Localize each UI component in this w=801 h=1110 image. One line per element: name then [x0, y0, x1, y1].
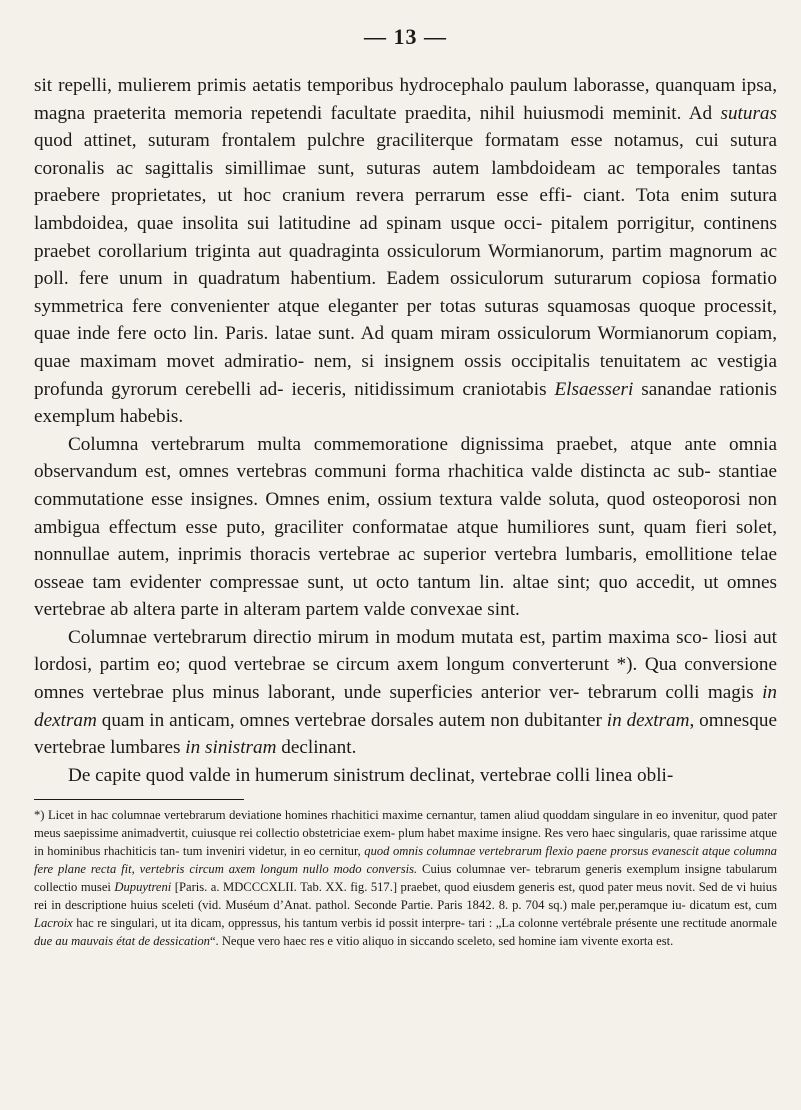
text-run: [Paris. a. MDCCCXLII. Tab. XX. fig. 517.] praebet, quod eiusdem generis est, quod pater meus novit. Sed de vi huius rei in descriptione huius sceleti (vid. Muséum d’Anat. pathol. Seconde Partie. Paris 1842. 8. p. 704 sq.) male per,peramque iu- dicatum est, cum	[34, 880, 777, 913]
italic-text: in dextram	[34, 682, 777, 731]
italic-text: Elsaesseri	[554, 378, 634, 400]
paragraph	[34, 624, 777, 762]
italic-text: suturas	[720, 102, 777, 124]
italic-text: in sinistram	[185, 737, 277, 759]
italic-text: in dextram	[606, 709, 690, 731]
italic-text: due au mauvais état de dessication	[34, 934, 210, 949]
page-number-header: — 13 —	[364, 24, 447, 49]
paragraph	[34, 762, 777, 790]
paragraph	[34, 431, 777, 624]
text-run: quod attinet, suturam frontalem pulchre graciliterque formatam esse notamus, cui sutura coronalis ac sagittalis simillimae sunt, suturas autem lambdoideam ac temporales tantas praebere proprietates, ut hoc cranium revera perrarum esse effi- ciant. Tota enim sutura lambdoidea, quae insolita sui latitudine ad spinam usque occi- pitalem porrigitur, continens praebet corollarium triginta aut quadraginta ossiculorum Wormianorum, partim magnorum ac poll. fere unum in quadratum habentium. Eadem ossiculorum suturarum copiosa formatio symmetrica fere convenienter atque eleganter per totas suturas squamosas quoque processit, quae inde fere octo lin. Paris. latae sunt. Ad quam miram ossiculorum Wormianorum copiam, quae maximam movet admiratio- nem, si insignem ossis occipitalis tenuitatem ac vestigia profunda gyrorum cerebelli ad- ieceris, nitidissimum craniotabis	[34, 130, 777, 400]
text-run: “. Neque vero haec res e vitio aliquo in siccando sceleto, sed homine iam vivente exorta est.	[209, 934, 674, 949]
text-run: Columnae vertebrarum directio mirum in modum mutata est, partim maxima sco- liosi aut lordosi, partim eo; quod vertebrae se circum axem longum converterunt *). Qua conversione omnes vertebrae plus minus laborant, unde superficies anterior ver- tebrarum colli magis	[34, 626, 777, 704]
text-run: , omnesque vertebrae lumbares	[34, 709, 777, 759]
italic-text: Lacroix	[34, 916, 73, 931]
text-run: hac re singulari, ut ita dicam, oppressus, his tantum verbis id possit interpre- tari : „La colonne vertébrale présente une rectitude anormale	[72, 916, 777, 931]
text-run: Columna vertebrarum multa commemoratione dignissima praebet, atque ante omnia observandum est, omnes vertebras communi forma rhachitica valde distincta ac sub- stantiae commutatione esse insignes. Omnes enim, ossium textura valde soluta, quod osteoporosi non ambigua effectum esse puto, graciliter conformatae atque humiliores sunt, quam fieri solet, nonnullae autem, inprimis thoracis vertebrae ac superior vertebra lumbaris, emollitione telae osseae tam evidenter compressae sunt, ut octo tantum lin. altae sint; quo accedit, ut omnes vertebrae ab altera parte in alteram partem valde convexae sint.	[34, 433, 777, 621]
footnote-divider	[34, 799, 244, 800]
text-run: sit repelli, mulierem primis aetatis temporibus hydrocephalo paulum laborasse, quanquam ipsa, magna praeterita memoria repetendi facultate praedita, nihil huiusmodi meminit. Ad	[34, 75, 777, 124]
paragraph	[34, 72, 777, 431]
main-text	[34, 72, 777, 789]
footnote-body	[34, 808, 777, 948]
text-run: sanandae rationis exemplum habebis.	[34, 378, 777, 428]
italic-text: Dupuytreni	[114, 880, 172, 895]
footnote	[34, 806, 777, 950]
text-run: quam in anticam, omnes vertebrae dorsales autem non dubitanter	[96, 709, 607, 731]
text-run: Cuius columnae ver- tebrarum generis exemplum insigne tabularum collectio musei	[34, 862, 778, 895]
footnote-mark: *)	[34, 808, 45, 823]
italic-text: quod omnis columnae vertebrarum flexio paene prorsus evanescit atque columna fere plane recta fit, vertebris circum axem longum nullo modo conversis.	[34, 844, 777, 877]
text-run: Licet in hac columnae vertebrarum deviatione homines rhachitici maxime cernantur, tamen aliud quoddam singulare in eo invenitur, quod pater meus saepissime animadvertit, cuiusque rei collectio obstetriciae exem- plum habet maxime insigne. Res vero haec singularis, quae rarissime atque in hominibus rhachiticis tan- tum inveniri videtur, in eo cernitur,	[34, 808, 777, 859]
text-run: declinant.	[276, 737, 357, 759]
text-run: De capite quod valde in humerum sinistrum declinat, vertebrae colli linea obli-	[68, 764, 674, 786]
